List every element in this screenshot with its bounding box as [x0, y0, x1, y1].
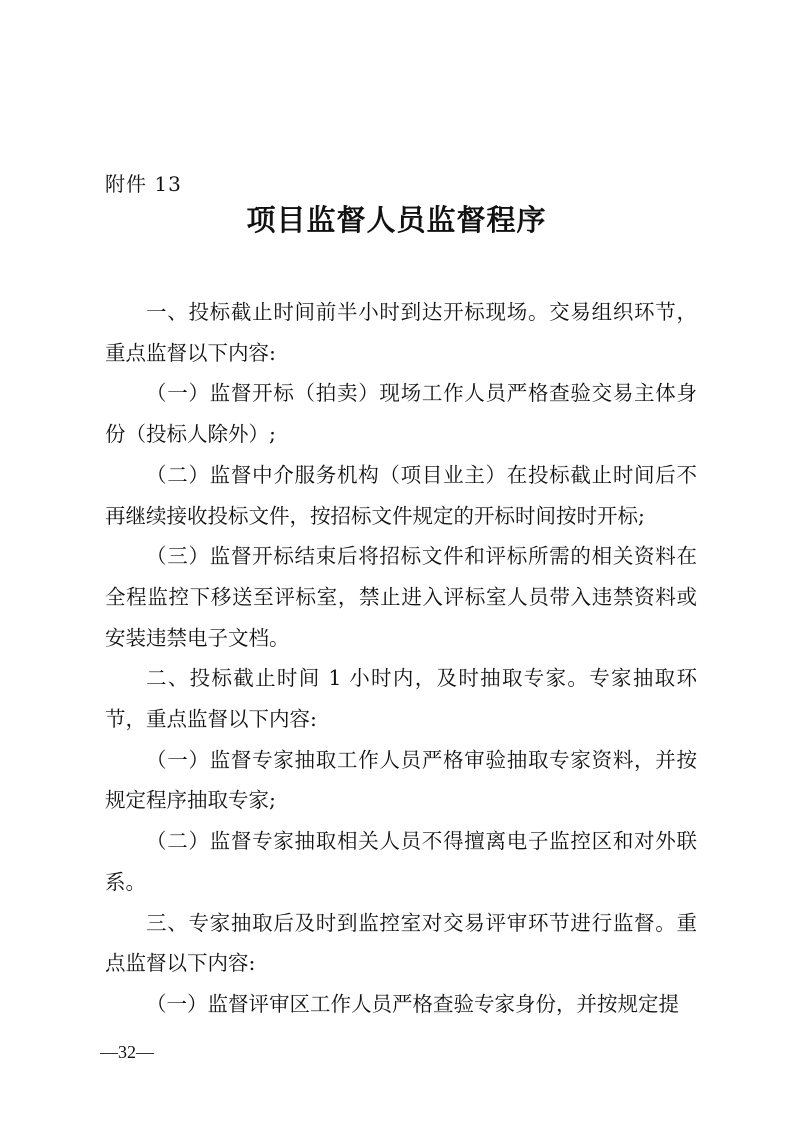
paragraph: （一）监督评审区工作人员严格查验专家身份，并按规定提	[146, 991, 679, 1016]
paragraph: 一、投标截止时间前半小时到达开标现场。交易组织环节，重点监督以下内容:	[105, 300, 697, 365]
paragraph: （一）监督专家抽取工作人员严格审验抽取专家资料，并按规定程序抽取专家;	[105, 747, 697, 813]
paragraph: （二）监督中介服务机构（项目业主）在投标截止时间后不再继续接收投标文件，按招标文件规定的开标时间按时开标;	[105, 462, 697, 528]
document-title: 项目监督人员监督程序	[246, 203, 547, 237]
page-number: —32—	[100, 1042, 154, 1062]
document-body	[105, 292, 697, 1025]
paragraph: （一）监督开标（拍卖）现场工作人员严格查验交易主体身份（投标人除外）;	[105, 381, 697, 447]
paragraph: （三）监督开标结束后将招标文件和评标所需的相关资料在全程监控下移送至评标室，禁止进入评标室人员带入违禁资料或安装违禁电子文档。	[105, 544, 697, 650]
attachment-label: 附件 13	[105, 172, 182, 196]
paragraph: 三、专家抽取后及时到监控室对交易评审环节进行监督。重点监督以下内容:	[105, 910, 697, 976]
paragraph: 二、投标截止时间 1 小时内，及时抽取专家。专家抽取环节，重点监督以下内容:	[105, 666, 697, 732]
paragraph: （二）监督专家抽取相关人员不得擅离电子监控区和对外联系。	[105, 829, 697, 894]
